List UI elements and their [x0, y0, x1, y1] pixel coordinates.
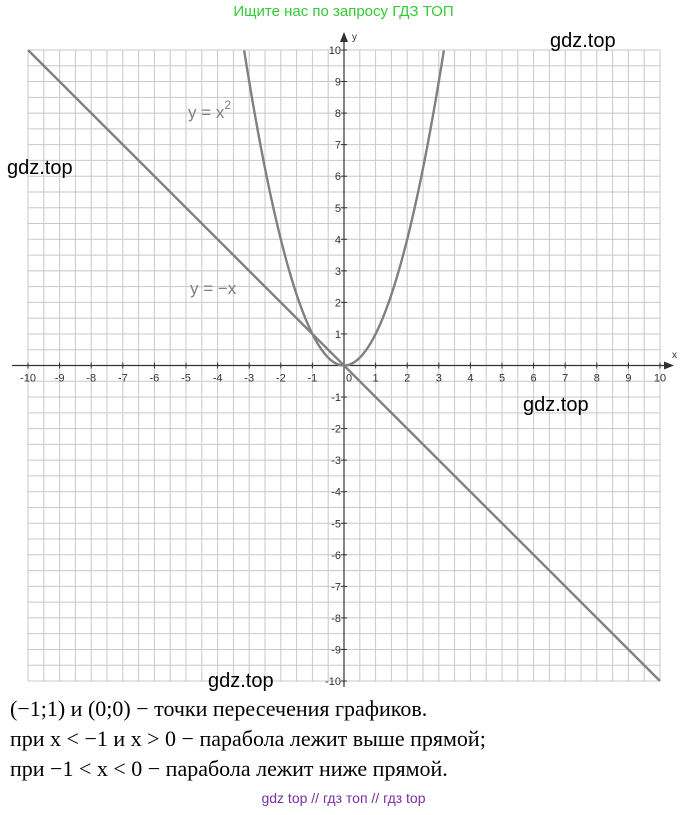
- x-tick-label: -5: [181, 372, 191, 385]
- watermark: gdz.top: [7, 157, 73, 179]
- y-tick-label: -6: [331, 549, 341, 562]
- y-tick-label: 9: [334, 76, 341, 89]
- y-axis-arrow: [340, 32, 348, 42]
- x-tick-label: 4: [467, 372, 474, 385]
- x-tick-label: -9: [54, 372, 65, 385]
- y-tick-label: 8: [334, 108, 341, 121]
- x-tick-label: 3: [435, 372, 442, 385]
- solution-line-2: при x < −1 и x > 0 − парабола лежит выше прямой;: [10, 726, 486, 751]
- x-tick-label: -4: [212, 372, 223, 385]
- y-tick-label: -10: [325, 676, 341, 688]
- y-tick-label: -3: [331, 455, 341, 468]
- y-tick-label: -8: [331, 612, 341, 625]
- x-tick-label: 2: [404, 372, 411, 385]
- x-tick-label: -7: [117, 372, 128, 385]
- y-tick-label: 5: [334, 202, 341, 215]
- y-tick-label: 1: [334, 328, 341, 341]
- watermark: gdz.top: [550, 30, 616, 52]
- parabola-label: [188, 98, 231, 122]
- y-tick-label: 7: [334, 139, 341, 152]
- x-tick-label: -1: [307, 372, 318, 385]
- x-tick-label: 1: [372, 372, 379, 385]
- x-tick-label: 6: [530, 372, 537, 385]
- y-tick-label: -2: [331, 423, 341, 436]
- line-label: y = −x: [190, 279, 237, 298]
- watermark: gdz.top: [523, 394, 589, 416]
- y-tick-label: -4: [331, 486, 341, 499]
- x-axis-arrow: [664, 362, 674, 370]
- y-tick-label: -1: [331, 392, 341, 405]
- x-tick-label: -2: [275, 372, 286, 385]
- x-tick-label: 10: [653, 372, 667, 385]
- parabola-label-exponent: 2: [224, 98, 232, 112]
- solution-line-3: при −1 < x < 0 − парабола лежит ниже прямой.: [10, 756, 448, 781]
- x-tick-label: 7: [562, 372, 569, 385]
- x-tick-label: 9: [625, 372, 632, 385]
- x-tick-label: -10: [20, 372, 36, 385]
- x-tick-label: 0: [345, 372, 353, 385]
- y-tick-label: -9: [331, 644, 341, 657]
- y-tick-label: -7: [331, 581, 341, 594]
- x-tick-label: -6: [149, 372, 160, 385]
- search-hint: Ищите нас по запросу ГДЗ ТОП: [233, 3, 454, 20]
- footer-links: gdz top // гдз топ // гдз top: [261, 790, 426, 806]
- solution-line-1: (−1;1) и (0;0) − точки пересечения графиков.: [10, 696, 428, 721]
- x-tick-label: -8: [86, 372, 97, 385]
- x-tick-label: -3: [244, 372, 255, 385]
- axes: [12, 32, 674, 687]
- parabola-label-base: y = x: [188, 103, 225, 122]
- x-tick-label: 5: [498, 372, 506, 385]
- x-tick-label: 8: [593, 372, 600, 385]
- y-tick-label: -5: [331, 518, 341, 531]
- y-tick-label: 4: [334, 234, 341, 247]
- y-tick-label: 3: [334, 265, 341, 278]
- y-axis-label: y: [352, 32, 357, 43]
- watermark: gdz.top: [208, 670, 274, 692]
- y-tick-label: 6: [334, 171, 341, 184]
- y-tick-label: 2: [334, 297, 341, 310]
- y-tick-label: 10: [328, 45, 341, 57]
- x-axis-label: x: [672, 350, 677, 361]
